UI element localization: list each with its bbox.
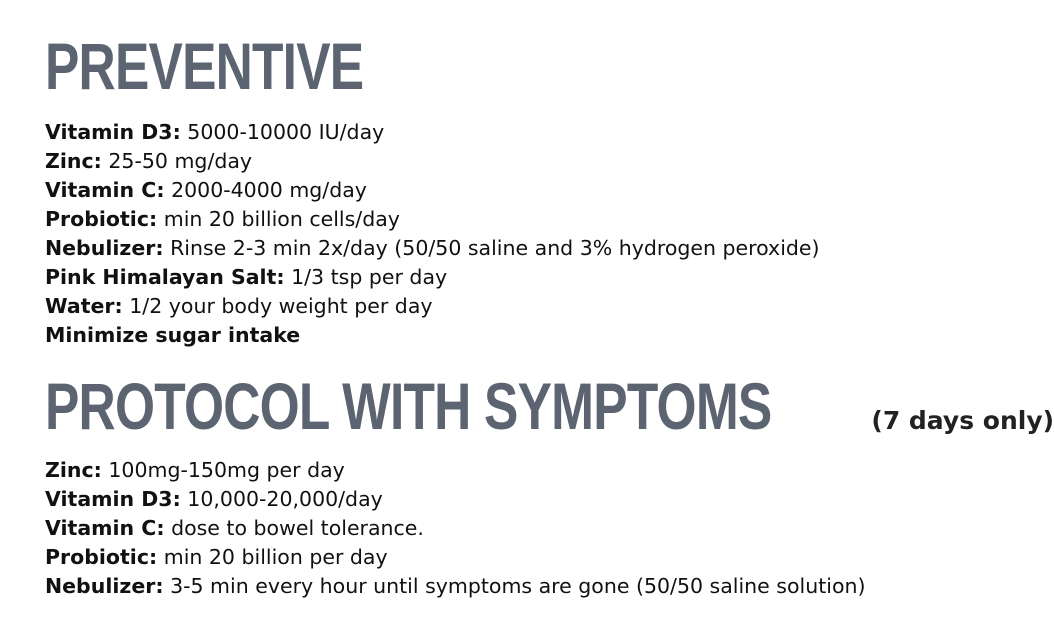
list-item [45, 118, 880, 147]
item-value: 1/2 your body weight per day [129, 294, 433, 318]
item-label: Zinc: [45, 149, 102, 173]
item-value: dose to bowel tolerance. [171, 516, 424, 540]
item-label: Vitamin C: [45, 516, 165, 540]
preventive-section [45, 30, 880, 350]
symptoms-list [45, 456, 880, 601]
item-value: 25-50 mg/day [108, 149, 253, 173]
list-item [45, 485, 880, 514]
preventive-title: PREVENTIVE [45, 29, 364, 103]
list-item [45, 147, 880, 176]
item-label: Water: [45, 294, 123, 318]
symptoms-heading [45, 369, 1054, 443]
item-label: Probiotic: [45, 545, 158, 569]
list-item [45, 514, 880, 543]
list-item [45, 234, 880, 263]
item-value: Rinse 2-3 min 2x/day (50/50 saline and 3% hydrogen peroxide) [170, 236, 820, 260]
item-label: Vitamin D3: [45, 120, 181, 144]
item-value: 5000-10000 IU/day [187, 120, 385, 144]
preventive-list [45, 118, 880, 350]
list-item [45, 543, 880, 572]
list-item [45, 292, 880, 321]
preventive-heading [45, 30, 880, 102]
item-value: min 20 billion cells/day [163, 207, 400, 231]
item-label: Vitamin D3: [45, 487, 181, 511]
item-value: 100mg-150mg per day [108, 458, 345, 482]
list-item [45, 456, 880, 485]
item-value: 3-5 min every hour until symptoms are gone (50/50 saline solution) [170, 574, 866, 598]
item-label: Nebulizer: [45, 574, 164, 598]
item-label: Minimize sugar intake [45, 323, 301, 347]
item-value: 1/3 tsp per day [291, 265, 448, 289]
item-label: Probiotic: [45, 207, 158, 231]
item-value: 10,000-20,000/day [187, 487, 383, 511]
item-label: Pink Himalayan Salt: [45, 265, 285, 289]
list-item [45, 176, 880, 205]
item-label: Zinc: [45, 458, 102, 482]
item-label: Vitamin C: [45, 178, 165, 202]
item-label: Nebulizer: [45, 236, 164, 260]
list-item [45, 572, 880, 601]
list-item [45, 263, 880, 292]
symptoms-title: PROTOCOL WITH SYMPTOMS [45, 369, 772, 443]
list-item [45, 321, 880, 350]
item-value: min 20 billion per day [163, 545, 388, 569]
list-item [45, 205, 880, 234]
item-value: 2000-4000 mg/day [171, 178, 367, 202]
symptoms-note: (7 days only) [871, 406, 1054, 435]
symptoms-section [45, 369, 1054, 601]
